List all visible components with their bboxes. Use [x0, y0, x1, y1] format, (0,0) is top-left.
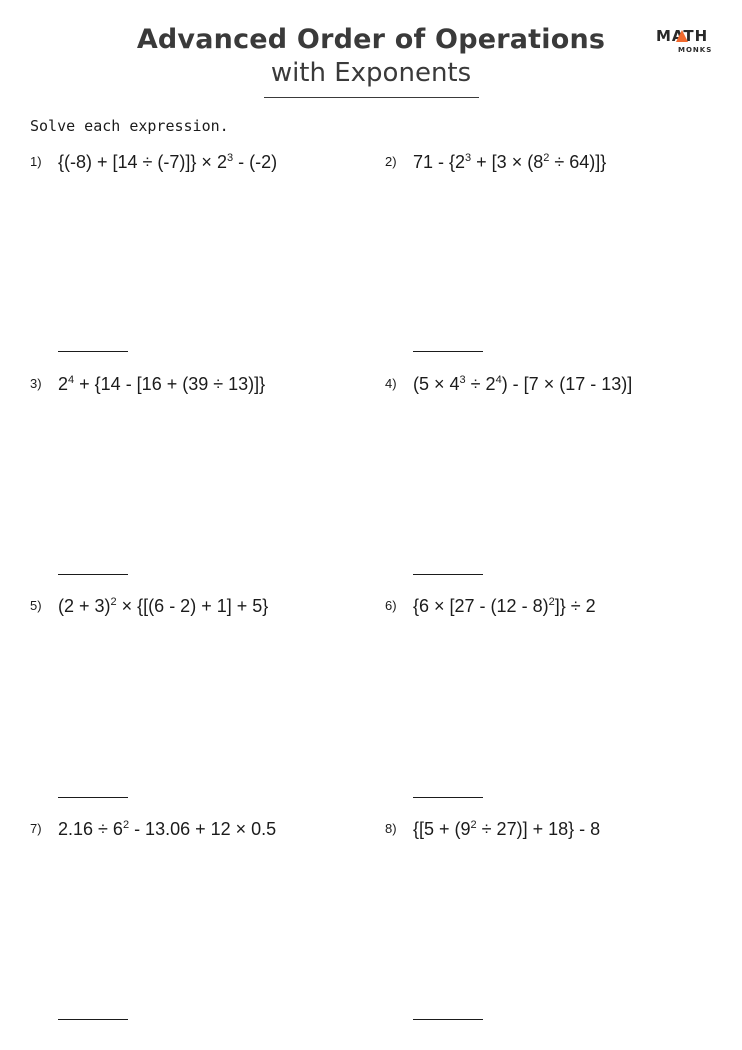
answer-line [413, 574, 483, 575]
problem-1 [30, 152, 360, 352]
problem-5 [30, 596, 360, 796]
problem-4 [385, 374, 715, 574]
answer-line [58, 574, 128, 575]
answer-line [413, 1019, 483, 1020]
problem-expression: {6 × [27 - (12 - 8)$^2$]} ÷ 2 [413, 596, 596, 616]
answer-line [58, 797, 128, 798]
problem-expression: $2^4 + \{14 - [16 + (39 \div 13)]\}$ [58, 374, 266, 394]
logo-subtext: MONKS [678, 46, 713, 54]
instructions: Solve each expression. [30, 117, 229, 135]
problem-number: 7) [30, 821, 42, 836]
problem-expression: $2.16 \div 6^2 - 13.06 + 12 \times 0.5$ [58, 819, 277, 839]
problem-7 [30, 819, 360, 1019]
answer-line [413, 797, 483, 798]
problem-number: 4) [385, 376, 397, 391]
problem-number: 3) [30, 376, 42, 391]
answer-line [58, 1019, 128, 1020]
problem-number: 2) [385, 154, 397, 169]
problem-3 [30, 374, 360, 574]
problem-2 [385, 152, 715, 352]
math-monks-logo [656, 28, 716, 58]
problem-number: 8) [385, 821, 397, 836]
page-title: Advanced Order of Operations [136, 24, 606, 55]
problem-expression: $71 - \{2^3 + [3 \times (8^2 \div 64)]\}$ [413, 152, 607, 172]
problem-6 [385, 596, 715, 796]
problem-expression: $(2 + 3)^2 \times \{[(6 - 2) + 1] + 5\}$ [58, 596, 269, 616]
problem-expression: $(5 \times 4^3 \div 2^4) - [7 \times (17 - 13)]$ [413, 374, 633, 394]
logo-triangle-icon [676, 30, 688, 42]
problem-number: 6) [385, 598, 397, 613]
problem-8 [385, 819, 715, 1019]
problem-number: 1) [30, 154, 42, 169]
problem-expression: $\{[5 + (9^2 \div 27)] + 18\} - 8$ [413, 819, 601, 839]
logo-text: MATH [656, 27, 709, 45]
answer-line [58, 351, 128, 352]
answer-line [413, 351, 483, 352]
problem-number: 5) [30, 598, 42, 613]
problem-expression: $\{(-8) + [14 \div (-7)]\} \times 2^3 - (-2)$ [58, 152, 278, 172]
page-subtitle: with Exponents [270, 58, 472, 88]
subtitle-underline [264, 97, 479, 98]
